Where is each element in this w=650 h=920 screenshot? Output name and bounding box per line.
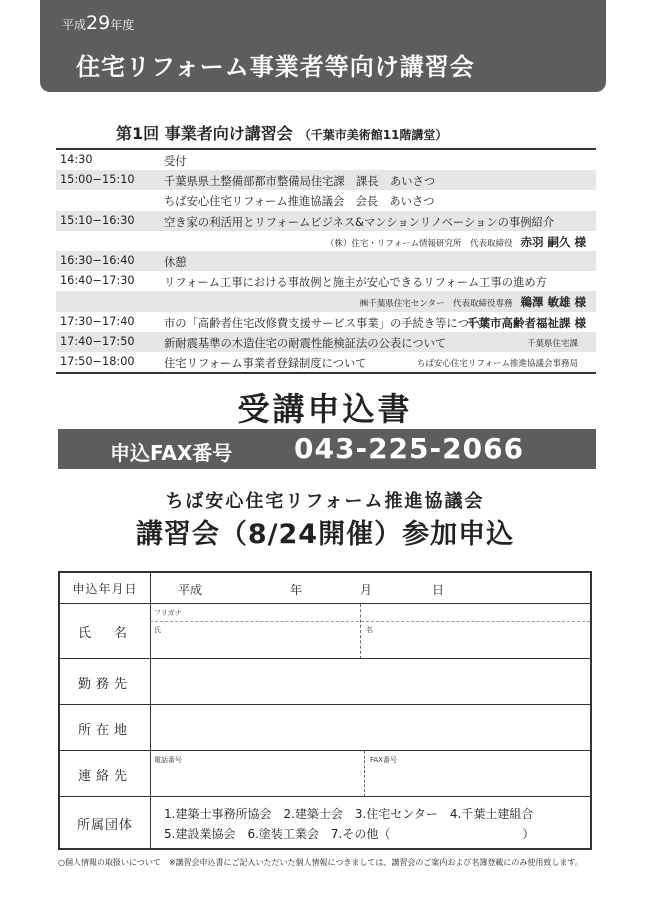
name-row	[60, 603, 590, 659]
schedule-speaker	[417, 355, 586, 369]
name-divider	[360, 604, 361, 659]
affiliation-options-2[interactable]: 5.建設業協会 6.塗装工業会 7.その他（ ）	[164, 827, 535, 841]
schedule-speaker	[326, 234, 586, 250]
schedule-speaker	[578, 173, 586, 187]
schedule-desc: 住宅リフォーム事業者登録制度について	[164, 356, 367, 370]
schedule-speaker	[578, 214, 586, 228]
furigana-label: フリガナ	[154, 609, 182, 617]
schedule-row	[56, 312, 596, 332]
schedule-row	[56, 211, 596, 231]
schedule-row	[56, 170, 596, 190]
schedule-row	[56, 190, 596, 210]
name-label: 氏 名	[60, 604, 151, 659]
page-title: 住宅リフォーム事業者等向け講習会	[76, 53, 475, 81]
contact-label: 連絡先	[60, 751, 151, 797]
fiscal-year: 平成29年度	[62, 12, 135, 34]
schedule-row	[56, 231, 596, 251]
schedule-speaker	[578, 193, 586, 207]
schedule-time: 15:00−15:10	[60, 173, 135, 187]
given-name-label: 名	[366, 626, 373, 634]
program-title: 第1回 事業者向け講習会 （千葉市美術館11階講堂）	[116, 124, 448, 143]
schedule-desc: 受付	[164, 155, 187, 168]
affiliation-options-1[interactable]: 1.建築士事務所協会 2.建築士会 3.住宅センター 4.千葉土建組合	[164, 807, 534, 821]
speaker-org: （株）住宅・リフォーム情報研究所 代表取締役	[325, 238, 513, 249]
schedule-desc: リフォーム工事における事故例と施主が安心できるリフォーム工事の進め方	[164, 276, 547, 290]
affiliation-row	[60, 796, 590, 849]
schedule-row	[56, 271, 596, 291]
contact-divider	[364, 751, 365, 797]
organization-name: ちば安心住宅リフォーム推進協議会	[165, 491, 485, 512]
speaker-name: 千葉市高齢者福祉課 様	[466, 315, 586, 330]
schedule-row	[56, 332, 596, 352]
schedule-desc: 空き家の利活用とリフォームビジネス&マンションリノベーションの事例紹介	[164, 215, 555, 229]
schedule-time: 16:40−17:30	[60, 274, 135, 288]
address-row[interactable]	[60, 704, 590, 751]
contact-row	[60, 750, 590, 797]
speaker-name: 鵜澤 敏雄 様	[520, 295, 586, 310]
schedule-time: 15:10−16:30	[60, 213, 135, 227]
fax-label: 申込FAX番号	[110, 441, 233, 465]
schedule-speaker	[527, 335, 586, 349]
date-year: 年	[290, 583, 303, 597]
schedule-speaker	[578, 274, 586, 288]
schedule-table	[56, 148, 596, 374]
fax-band	[58, 429, 596, 469]
workplace-row[interactable]	[60, 658, 590, 705]
schedule-desc: 千葉県県土整備部都市整備局住宅課 課長 あいさつ	[164, 175, 436, 189]
schedule-time: 17:50−18:00	[60, 354, 135, 368]
privacy-note: ○個人情報の取扱いについて ※講習会申込書にご記入いただいた個人情報につきましては、講習会のご案内および名簿登載にのみ使用致します。	[58, 858, 583, 867]
schedule-time: 14:30	[60, 153, 93, 166]
workplace-label: 勤務先	[60, 659, 151, 705]
venue: （千葉市美術館11階講堂）	[298, 128, 448, 142]
schedule-row	[56, 352, 596, 372]
schedule-desc: 休憩	[164, 255, 187, 269]
schedule-speaker	[459, 315, 586, 331]
date-day[interactable]: 日	[432, 583, 445, 597]
speaker-org: ちば安心住宅リフォーム推進協議会事務局	[416, 358, 578, 369]
schedule-desc: 新耐震基準の木造住宅の耐震性能検証法の公表について	[164, 336, 447, 350]
date-row	[60, 573, 590, 603]
event-title: 講習会（8/24開催）参加申込	[135, 519, 515, 550]
schedule-time: 17:30−17:40	[60, 314, 135, 328]
schedule-row	[56, 251, 596, 271]
schedule-desc: 市の「高齢者住宅改修費支援サービス事業」の手続き等について	[164, 316, 492, 330]
schedule-speaker	[578, 153, 586, 167]
furigana-divider	[150, 621, 590, 622]
speaker-org: ㈱千葉県住宅センター 代表取締役専務	[359, 299, 513, 310]
schedule-speaker	[578, 254, 586, 268]
speaker-org: 千葉県住宅課	[526, 338, 578, 349]
application-form	[58, 571, 592, 850]
schedule-row	[56, 291, 596, 311]
fax-number: 043-225-2066	[294, 432, 525, 465]
header-band	[40, 0, 606, 92]
date-era: 平成	[178, 583, 203, 597]
address-label: 所在地	[60, 705, 151, 751]
phone-label: 電話番号	[154, 756, 182, 764]
fax-field-label: FAX番号	[370, 756, 397, 764]
schedule-row	[56, 150, 596, 170]
schedule-desc: ちば安心住宅リフォーム推進協議会 会長 あいさつ	[164, 195, 435, 209]
surname-label: 氏	[154, 626, 161, 634]
affiliation-label: 所属団体	[60, 797, 151, 849]
schedule-time: 17:40−17:50	[60, 334, 135, 348]
application-title: 受講申込書	[237, 390, 413, 428]
schedule-time: 16:30−16:40	[60, 253, 135, 267]
date-label: 申込年月日	[60, 573, 151, 603]
date-month: 月	[360, 583, 373, 597]
schedule-speaker	[360, 294, 586, 310]
speaker-name: 赤羽 嗣久 様	[520, 234, 586, 249]
